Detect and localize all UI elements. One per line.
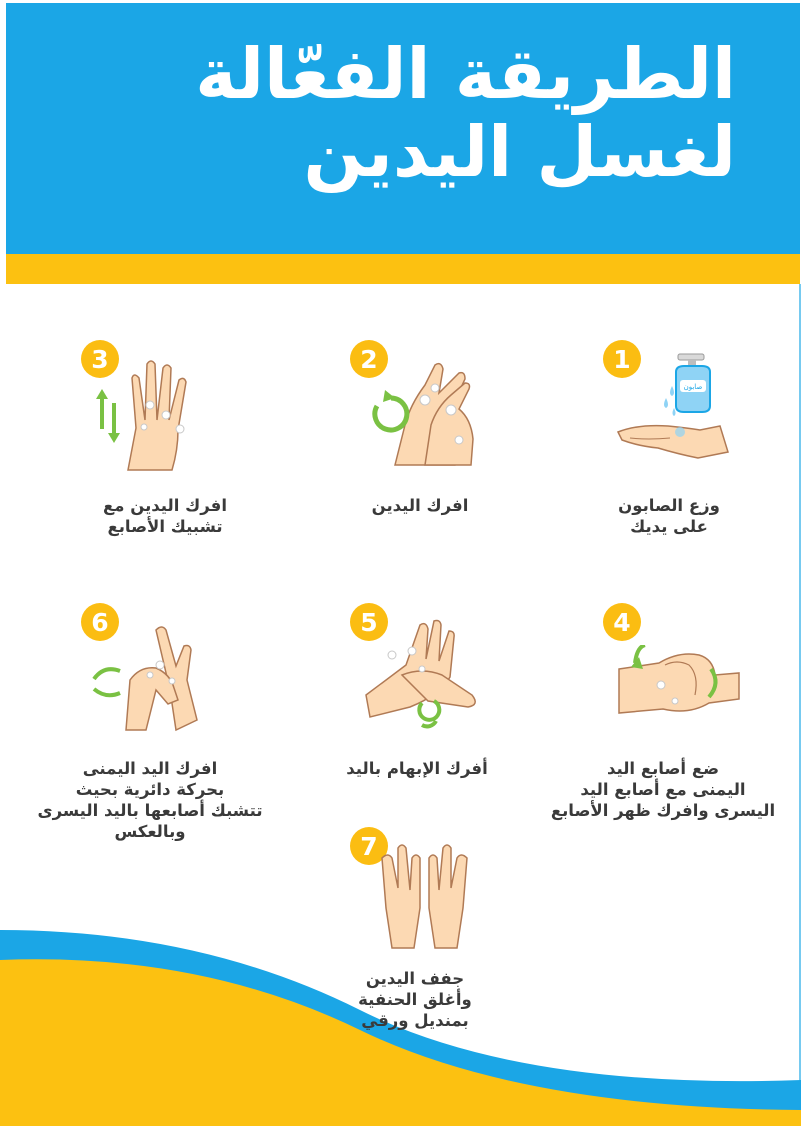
step-6-caption: افرك اليد اليمنى بحركة دائرية بحيث تتشبك أصابعها باليد اليسرى وبالعكس <box>37 759 263 842</box>
step-3-caption: افرك اليدين مع تشبيك الأصابع <box>103 496 227 537</box>
step-6-badge: 6 <box>81 603 119 641</box>
thumb-rub-icon <box>362 615 487 740</box>
rubbing-palms-icon <box>355 360 490 470</box>
soap-label: صابون <box>683 383 703 391</box>
step-2-badge: 2 <box>350 340 388 378</box>
interlaced-fingers-icon <box>90 355 215 475</box>
step-2-caption: افرك اليدين <box>371 496 469 515</box>
title-line-2: لغسل اليدين <box>303 111 736 193</box>
step-4-badge: 4 <box>603 603 641 641</box>
page-title <box>36 33 736 193</box>
step-5-caption: أفرك الإبهام باليد <box>346 759 488 778</box>
step-3-badge: 3 <box>81 340 119 378</box>
backs-of-fingers-icon <box>615 645 740 720</box>
dry-hands-icon <box>372 840 477 958</box>
step-1-badge: 1 <box>603 340 641 378</box>
step-7-caption: جفف اليدين وأغلق الحنفية بمنديل ورقي <box>358 969 472 1031</box>
fingertips-palm-icon <box>90 615 215 735</box>
step-7-badge: 7 <box>350 827 388 865</box>
step-1-caption: وزع الصابون على يديك <box>618 496 720 537</box>
step-5-badge: 5 <box>350 603 388 641</box>
step-4-caption: ضع أصابع اليد اليمنى مع أصابع اليد اليسرى وافرك ظهر الأصابع <box>550 759 776 821</box>
soap-dispenser-hand-icon <box>610 352 735 472</box>
header-banner <box>6 3 800 254</box>
yellow-band <box>6 254 800 284</box>
title-line-1: الطريقة الفعّالة <box>195 33 736 115</box>
